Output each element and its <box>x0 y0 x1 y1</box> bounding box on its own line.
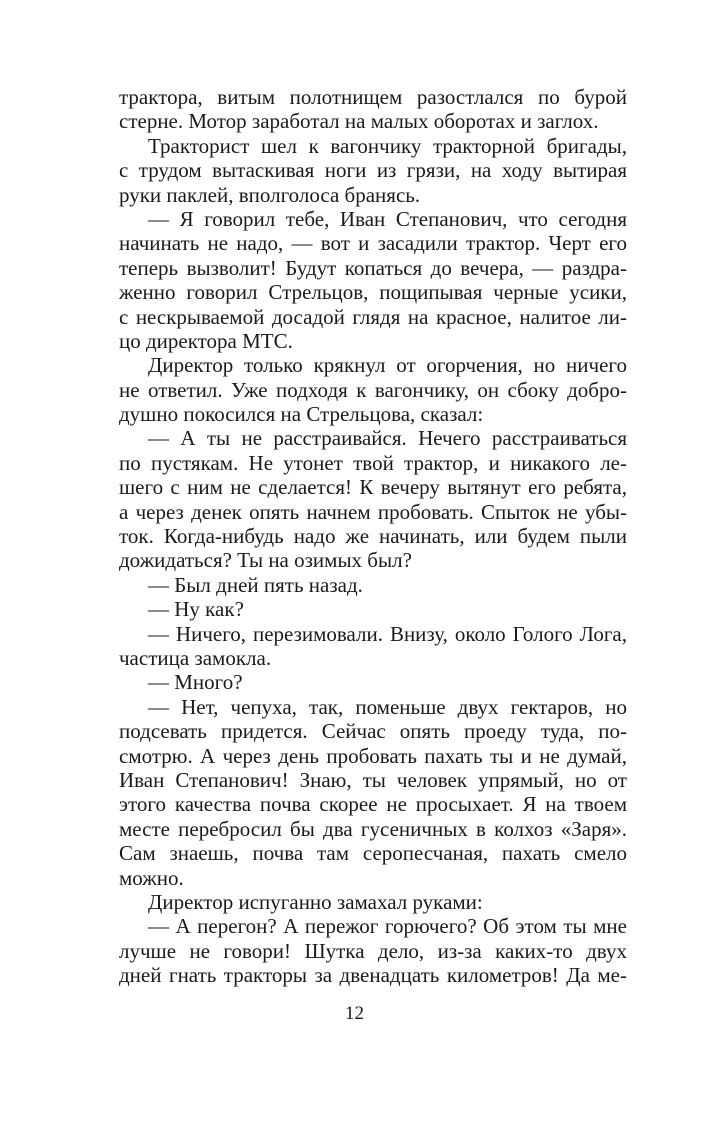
text-line: Сам знаешь, почва там серопесчаная, пахать смело <box>119 841 627 866</box>
text-line: шего с ним не сделается! К вечеру вытянут его ребята, <box>119 475 627 500</box>
text-line: — А перегон? А пережог горючего? Об этом ты мне <box>148 914 627 939</box>
text-line: по пустякам. Не утонет твой трактор, и никакого ле- <box>119 450 627 475</box>
text-line: смотрю. А через день пробовать пахать ты и не думай, <box>119 743 627 768</box>
text-line: — Нет, чепуха, так, поменьше двух гектаров, но <box>148 694 627 719</box>
text-line: подсевать придется. Сейчас опять проеду туда, по- <box>119 719 627 744</box>
text-line: можно. <box>119 865 184 890</box>
text-line: с трудом вытаскивая ноги из грязи, на ходу вытирая <box>119 158 627 183</box>
page-number: 12 <box>345 1003 364 1024</box>
text-line: а через денек опять начнем пробовать. Спыток не убы- <box>119 499 627 524</box>
text-line: с нескрываемой досадой глядя на красное, налитое ли- <box>119 304 627 329</box>
text-line: цо директора МТС. <box>119 328 293 353</box>
text-line: Директор только крякнул от огорчения, но ничего <box>148 353 627 378</box>
page-body-text <box>119 85 627 987</box>
text-line: лучше не говори! Шутка дело, из-за каких-то двух <box>119 938 627 963</box>
text-line: Иван Степанович! Знаю, ты человек упрямый, но от <box>119 767 627 792</box>
text-line: частица замокла. <box>119 645 272 670</box>
text-line: месте перебросил бы два гусеничных в колхоз «Заря». <box>119 816 627 841</box>
text-line: стерне. Мотор заработал на малых оборотах и заглох. <box>119 109 599 134</box>
text-line: — Ничего, перезимовали. Внизу, около Голого Лога, <box>148 621 627 646</box>
text-line: трактора, витым полотнищем разостлался по бурой <box>119 85 627 109</box>
text-line: Тракторист шел к вагончику тракторной бригады, <box>148 133 627 158</box>
text-line: не ответил. Уже подходя к вагончику, он сбоку добро- <box>119 377 627 402</box>
text-line: дней гнать тракторы за двенадцать километров! Да ме- <box>119 963 627 988</box>
text-line: женно говорил Стрельцов, пощипывая черные усики, <box>119 280 627 305</box>
text-line: теперь вызволит! Будут копаться до вечера, — раздра- <box>119 255 627 280</box>
text-line: — Я говорил тебе, Иван Степанович, что сегодня <box>148 206 627 231</box>
text-line: — Ну как? <box>148 597 244 622</box>
text-line: дожидаться? Ты на озимых был? <box>119 548 412 573</box>
text-line: начинать не надо, — вот и засадили трактор. Черт его <box>119 231 627 256</box>
text-line: Директор испуганно замахал руками: <box>148 889 483 914</box>
text-line: руки паклей, вполголоса бранясь. <box>119 182 421 207</box>
text-line: душно покосился на Стрельцова, сказал: <box>119 402 484 427</box>
text-line: этого качества почва скорее не просыхает. Я на твоем <box>119 792 627 817</box>
text-line: — Много? <box>148 670 243 695</box>
text-line: — Был дней пять назад. <box>148 572 363 597</box>
text-line: ток. Когда-нибудь надо же начинать, или будем пыли <box>119 524 627 549</box>
text-line: — А ты не расстраивайся. Нечего расстраиваться <box>148 426 627 451</box>
